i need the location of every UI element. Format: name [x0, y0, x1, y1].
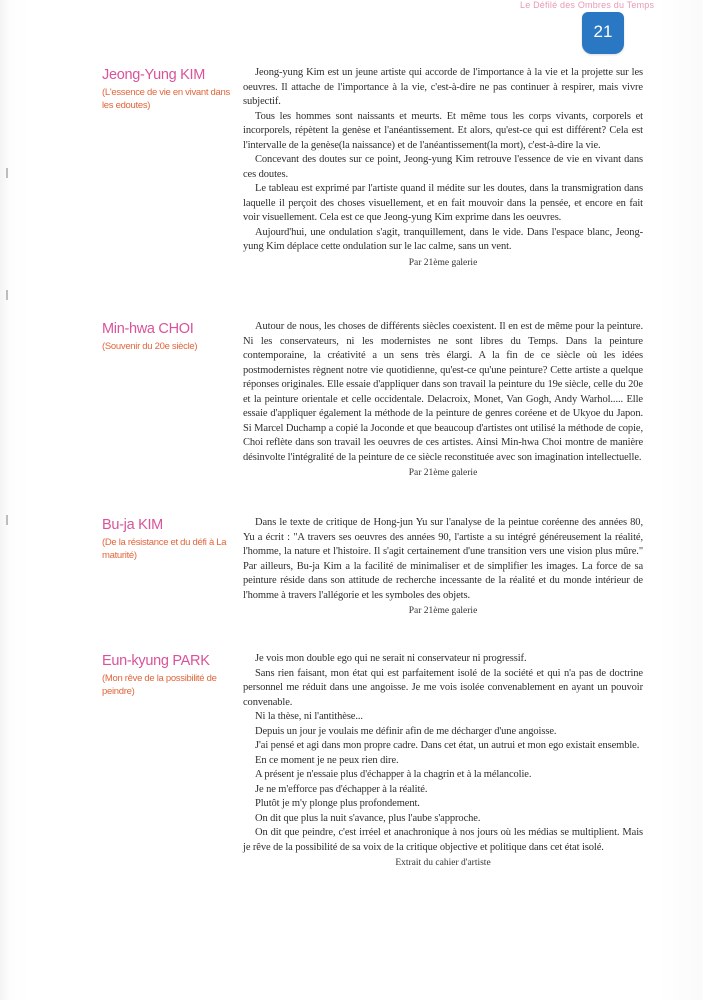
paragraph: Jeong-yung Kim est un jeune artiste qui accorde de l'importance à la vie et la projette sur les oeuvres. Il attache de l'importance à la vie, c'est-à-dire ne pas continuer à respirer, mais vivre subjectif.: [243, 67, 643, 107]
paragraph: En ce moment je ne peux rien dire.: [255, 754, 399, 766]
source-credit: Extrait du cahier d'artiste: [395, 858, 491, 868]
binding-mark: [6, 290, 8, 300]
paragraph: Aujourd'hui, une ondulation s'agit, tranquillement, dans le vide. Dans l'espace blanc, Jeong-yung Kim déplace cette ondulation sur le lac calme, sans un vent.: [243, 226, 643, 252]
paragraph: Le tableau est exprimé par l'artiste quand il médite sur les doutes, dans la transmigration dans laquelle il perçoit des choses visuellement, et en fait mouvoir dans la pensée, et encore en fait voir visuellement. Cela est ce que Jeong-yung Kim exprime dans les oeuvres.: [243, 183, 643, 223]
paragraph: Depuis un jour je voulais me définir afin de me décharger d'une angoisse.: [255, 725, 557, 737]
running-header: Le Défilé des Ombres du Temps: [520, 0, 655, 10]
artist-aside: [102, 320, 242, 353]
artist-aside: [102, 66, 242, 112]
source-credit: Par 21ème galerie: [408, 606, 478, 616]
paragraph: Sans rien faisant, mon état qui est parfaitement isolé de la société et qui n'a pas de doctrine personnel me réduit dans une angoisse. Je me vois isolée convenablement en ayant un pouvoir convenable.: [243, 667, 643, 708]
artist-name: Jeong-Yung KIM: [102, 67, 206, 83]
paragraph: Plutôt je m'y plonge plus profondement.: [255, 798, 420, 809]
artist-subtitle: (Souvenir du 20e siècle): [102, 341, 198, 352]
source-credit: Par 21ème galerie: [408, 468, 478, 478]
paragraph: Concevant des doutes sur ce point, Jeong-yung Kim retrouve l'essence de vie en vivant dans ces doutes.: [243, 154, 643, 180]
paragraph: Ni la thèse, ni l'antithèse...: [255, 711, 363, 722]
artist-name: Eun-kyung PARK: [102, 653, 210, 669]
artist-text: [243, 516, 643, 618]
artist-subtitle: (Mon rêve de la possibilité de peindre): [102, 673, 217, 697]
artist-text: [243, 66, 643, 270]
paragraph: Tous les hommes sont naissants et meurts. Et même tous les corps vivants, corporels et incorporels, répètent la genèse et l'anéantissement. Et alors, qu'est-ce qui est différent? Cela est l'intervalle de la genèse(la naissance) et de l'anéantissement(la mort), c'est-à-dire la vie.: [243, 110, 643, 151]
paragraph: J'ai pensé et agi dans mon propre cadre. Dans cet état, un autrui et mon ego existait ensemble.: [255, 740, 640, 751]
page-number: 21: [593, 22, 613, 41]
paragraph: A présent je n'essaie plus d'échapper à la chagrin et à la mélancolie.: [255, 769, 532, 780]
artist-name: Min-hwa CHOI: [102, 321, 194, 337]
page-number-tab: [582, 12, 624, 54]
paragraph: Je ne m'efforce pas d'échapper à la réalité.: [255, 783, 428, 795]
artist-subtitle: (De la résistance et du défi à La maturité): [102, 537, 227, 561]
artist-text: [243, 320, 643, 480]
binding-mark: [6, 168, 8, 178]
binding-mark: [6, 515, 8, 525]
artist-subtitle: (L'essence de vie en vivant dans les edoutes): [102, 87, 230, 111]
artist-aside: [102, 516, 242, 562]
paragraph: Autour de nous, les choses de différents siècles coexistent. Il en est de même pour la peinture. Ni les conservateurs, ni les modernistes ne sont libres du Temps. Dans la peinture contemporaine, la créativité a un sens très élargi. A la fin de ce siècle où les idées postmodernistes règnent notre vie quotidienne, qu'est-ce qu'une peinture? Cette artiste a quelque réponses originales. Elle essaie d'appliquer dans son travail la peinture du 19e siècle, celle du 20e et la peinture orientale et celle occidentale. Delacroix, Monet, Van Gogh, Andy Warhol..... Elle essaie d'appliquer également la méthode de la peinture de genres coréene et de Ukyoe du Japon. Si Marcel Duchamp a copié la Joconde et que beaucoup d'artistes ont utilisé la méthode de copie, Choi reflète dans son travail les oeuvres de ces artistes. Ainsi Min-hwa Choi montre de manière désinvolte l'intégralité de la peinture de ce siècle reconstituée avec son imagination intellectuelle.: [243, 321, 643, 463]
paragraph: On dit que plus la nuit s'avance, plus l'aube s'approche.: [255, 812, 481, 824]
paragraph: On dit que peindre, c'est irréel et anachronique à nos jours où les médias se multiplient. Mais je rêve de la possibilité de sa voix de la critique objective et politique dans cet état isolé.: [243, 827, 643, 853]
artist-name: Bu-ja KIM: [102, 517, 163, 533]
artist-text: [243, 652, 643, 870]
paragraph: Je vois mon double ego qui ne serait ni conservateur ni progressif.: [255, 653, 527, 664]
paragraph: Dans le texte de critique de Hong-jun Yu sur l'analyse de la peintue coréenne des années 80, Yu a écrit : "A travers ses oeuvres des années 90, l'artiste a su intégré généreusement la réalité, l'homme, la nature et l'histoire. Il s'agit certainement d'une transition vers une vision plus mûre." Par ailleurs, Bu-ja Kim a la facilité de minimaliser et de simplifier les images. La force de sa peinture réside dans son attitude de recherche incessante de la réalité et du monde intérieur de l'homme à travers l'allégorie et les symboles des objets.: [243, 517, 643, 601]
artist-aside: [102, 652, 242, 698]
source-credit: Par 21ème galerie: [408, 257, 478, 268]
